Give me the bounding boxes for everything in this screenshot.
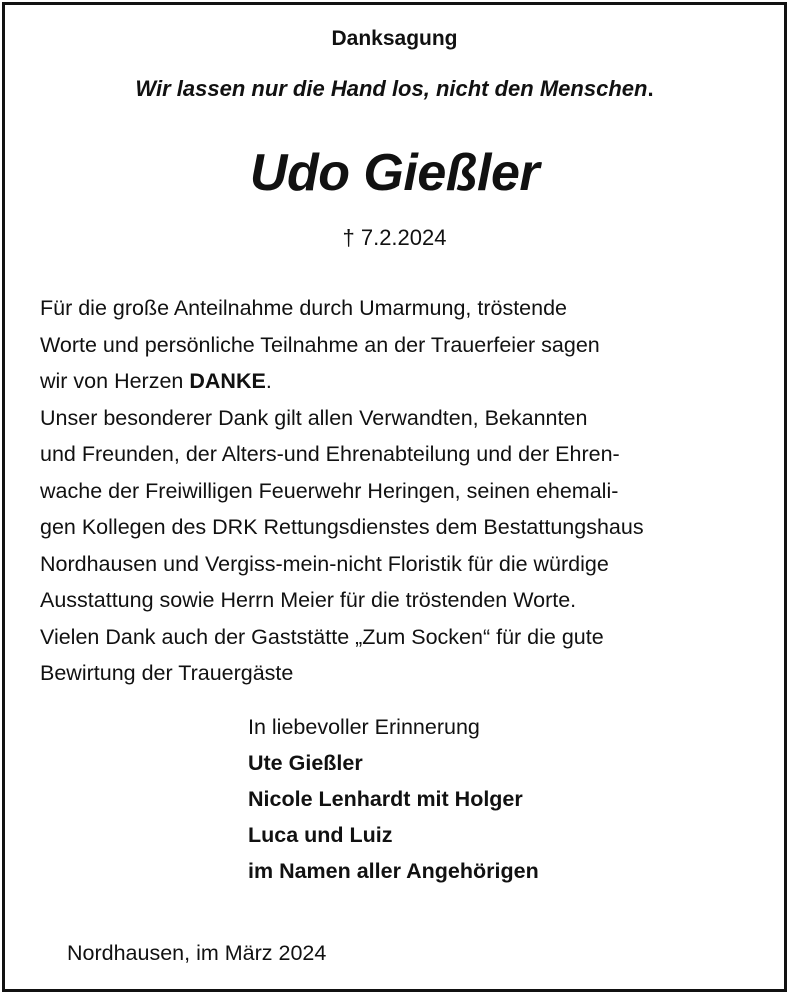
motto-text: Wir lassen nur die Hand los, nicht den Menschen bbox=[135, 76, 648, 101]
body-line-end: . bbox=[265, 369, 272, 393]
signoff-name: Ute Gießler bbox=[248, 751, 363, 775]
signoff-intro: In liebevoller Erinnerung bbox=[248, 715, 480, 739]
death-date: † 7.2.2024 bbox=[342, 225, 447, 250]
danke-emphasis: DANKE bbox=[189, 369, 266, 393]
body-line: und Freunden, der Alters-und Ehrenabteilung und der Ehren- bbox=[40, 442, 620, 466]
motto-end: . bbox=[647, 76, 654, 101]
notice-heading: Danksagung bbox=[331, 27, 458, 50]
signoff-name: Nicole Lenhardt mit Holger bbox=[248, 787, 523, 811]
place-and-date: Nordhausen, im März 2024 bbox=[67, 941, 327, 965]
body-line: Für die große Anteilnahme durch Umarmung, tröstende bbox=[40, 296, 568, 320]
body-line: Nordhausen und Vergiss-mein-nicht Floristik für die würdige bbox=[40, 551, 609, 576]
signoff-name: Luca und Luiz bbox=[248, 823, 393, 847]
motto bbox=[5, 76, 784, 102]
body-line-text: wir von Herzen bbox=[40, 369, 190, 393]
body-line: Ausstattung sowie Herrn Meier für die tröstenden Worte. bbox=[40, 588, 577, 612]
body-line: Bewirtung der Trauergäste bbox=[40, 661, 294, 685]
thanks-text bbox=[40, 290, 775, 692]
body-line: Worte und persönliche Teilnahme an der Trauerfeier sagen bbox=[40, 332, 600, 357]
body-line bbox=[40, 363, 775, 400]
obituary-notice bbox=[2, 2, 787, 992]
body-line: wache der Freiwilligen Feuerwehr Heringen, seinen ehemali- bbox=[40, 478, 619, 503]
body-line: Unser besonderer Dank gilt allen Verwandten, Bekannten bbox=[40, 405, 588, 430]
deceased-name: Udo Gießler bbox=[249, 144, 540, 202]
body-line: gen Kollegen des DRK Rettungsdienstes dem Bestattungshaus bbox=[40, 515, 644, 539]
signoff-name: im Namen aller Angehörigen bbox=[248, 859, 539, 883]
body-line: Vielen Dank auch der Gaststätte „Zum Socken“ für die gute bbox=[40, 624, 604, 649]
signoff bbox=[248, 709, 539, 889]
